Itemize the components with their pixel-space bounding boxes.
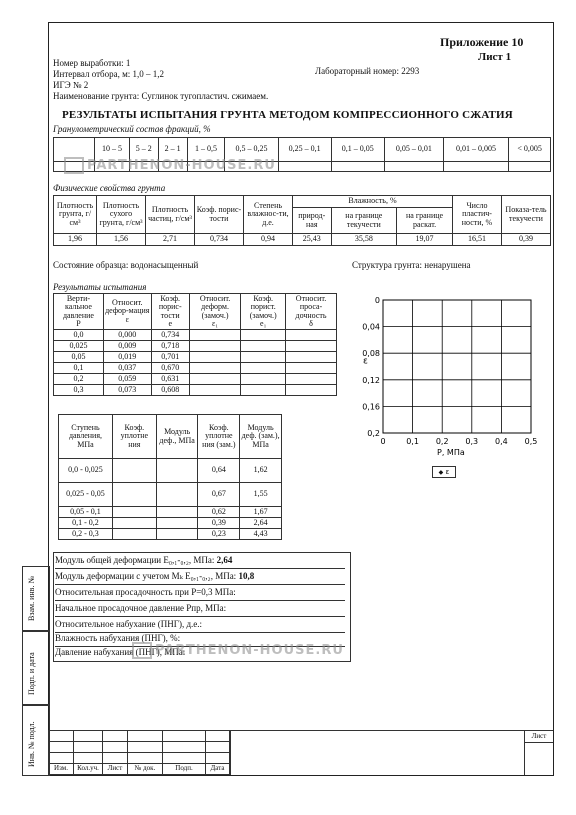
chart-y-tick: 0,12	[362, 375, 380, 385]
physical-header: Коэф. порис-тости	[195, 196, 244, 234]
table-row: 0,1 - 0,2 0,39 2,64	[59, 518, 282, 529]
summary-row: Влажность набухания (ПНГ), %:	[55, 630, 345, 647]
moisture-sub-header: на границе текучести	[331, 208, 397, 234]
physical-value: 25,43	[293, 234, 332, 246]
appendix-label: Приложение 10	[440, 35, 524, 49]
physical-value: 0,94	[244, 234, 293, 246]
page-title: РЕЗУЛЬТАТЫ ИСПЫТАНИЯ ГРУНТА МЕТОДОМ КОМПРЕССИОННОГО СЖАТИЯ	[62, 109, 513, 121]
granulometry-header: 0,01 – 0,005	[443, 138, 508, 162]
table-row: 0,1 0,037 0,670	[54, 363, 337, 374]
info-line: Интервал отбора, м: 1,0 – 1,2	[53, 69, 165, 79]
granulometry-header: < 0,005	[509, 138, 551, 162]
physical-value: 19,07	[397, 234, 453, 246]
soil-structure: Структура грунта: ненарушена	[352, 260, 471, 270]
title-block-main	[230, 730, 525, 775]
table-row: 0,3 0,073 0,608	[54, 385, 337, 396]
chart-y-tick: 0	[374, 296, 380, 305]
physical-value: 2,71	[146, 234, 195, 246]
sheet-label: Лист 1	[478, 51, 512, 63]
granulometry-header: 10 – 5	[95, 138, 130, 162]
table-row: 0,0 - 0,025 0,64 1,62	[59, 459, 282, 483]
chart-y-tick: 0,2	[367, 429, 380, 438]
chart-x-tick: 0	[380, 437, 386, 446]
results-header: Коэф. порис-тости e	[151, 294, 189, 330]
summary-row: Модуль деформации с учетом Mₖ E₀,₁-₀,₂, МПа: 10,8	[55, 568, 345, 585]
summary-row: Давление набухания (ПНГ), МПа:	[55, 647, 186, 657]
physical-value: 0,734	[195, 234, 244, 246]
stamp-label: Лист	[103, 764, 128, 775]
physical-header: Плотность частиц, г/см³	[146, 196, 195, 234]
granulometry-header: 2 – 1	[158, 138, 187, 162]
physical-header: Плотность сухого грунта, г/см³	[97, 196, 146, 234]
granulometry-header: 5 – 2	[129, 138, 158, 162]
physical-heading: Физические свойства грунта	[53, 183, 166, 193]
physical-value: 0,39	[502, 234, 551, 246]
stamp-label: Кол.уч.	[74, 764, 103, 775]
results-header: Верти-кальное давление P	[54, 294, 104, 330]
table-row: 0,2 0,059 0,631	[54, 374, 337, 385]
table-row: 0,2 - 0,3 0,23 4,43	[59, 529, 282, 540]
watermark: PARTHENON-HOUSE.RU	[64, 157, 276, 174]
summary-row: Относительное набухание (ПНГ), д.е.:	[55, 616, 345, 633]
modulus-header: Коэф. уплотне ния (зам.)	[198, 415, 240, 459]
results-header: Относит. проса-дочность δ	[286, 294, 337, 330]
chart-legend: ◆ ε	[432, 466, 456, 478]
compression-chart	[355, 290, 545, 470]
chart-x-tick: 0,1	[406, 437, 419, 446]
results-header: Коэф. порист. (замоч.) e₁	[241, 294, 286, 330]
moisture-sub-header: на границе раскат.	[397, 208, 453, 234]
info-line: ИГЭ № 2	[53, 80, 89, 90]
physical-table	[53, 195, 551, 246]
side-stamp-replacement: Взам. инв. №	[22, 566, 50, 632]
side-stamp-inventory: Инв. № подл.	[22, 704, 50, 776]
granulometry-header: 0,05 – 0,01	[384, 138, 443, 162]
stamp-label: № док.	[128, 764, 163, 775]
moisture-sub-header: природ-ная	[293, 208, 332, 234]
granulometry-header: 1 – 0,5	[187, 138, 225, 162]
chart-x-label: P, МПа	[437, 448, 465, 457]
chart-y-tick: 0,04	[362, 322, 380, 332]
granulometry-header: 0,25 – 0,1	[278, 138, 331, 162]
chart-x-tick: 0,2	[435, 437, 449, 446]
physical-header-moisture: Влажность, %	[293, 196, 453, 208]
modulus-table	[58, 414, 282, 540]
table-row: 0,025 0,009 0,718	[54, 341, 337, 352]
modulus-header: Модуль деф. (зам.), МПа	[240, 415, 282, 459]
physical-header: Плотность грунта, г/см³	[54, 196, 97, 234]
watermark: PARTHENON-HOUSE.RU	[132, 642, 344, 659]
physical-header: Число пластич-ности, %	[453, 196, 502, 234]
chart-x-tick: 0,4	[495, 437, 508, 446]
physical-value: 35,58	[331, 234, 397, 246]
summary-row: Начальное просадочное давление Pпр, МПа:	[55, 600, 345, 617]
modulus-header: Модуль деф., МПа	[156, 415, 198, 459]
side-stamp-signature: Подп. и дата	[22, 630, 50, 706]
physical-header: Показа-тель текучести	[502, 196, 551, 234]
chart-y-tick: 0,08	[362, 349, 380, 359]
results-heading: Результаты испытания	[53, 282, 147, 292]
stamp-label: Дата	[206, 764, 230, 775]
granulometry-header: 0,1 – 0,05	[331, 138, 384, 162]
chart-plot-area	[383, 300, 531, 433]
physical-value: 16,51	[453, 234, 502, 246]
table-row: 0,05 - 0,1 0,62 1,67	[59, 507, 282, 518]
chart-x-tick: 0,3	[465, 437, 479, 446]
results-header: Относит. дефор-мация ε	[103, 294, 151, 330]
granulometry-header: 0,5 – 0,25	[225, 138, 278, 162]
modulus-header: Ступень давления, МПа	[59, 415, 113, 459]
chart-y-label: ε	[363, 356, 368, 367]
lab-number: Лабораторный номер: 2293	[315, 66, 420, 76]
info-line: Наименование грунта: Суглинок тугопластич. сжимаем.	[53, 91, 269, 101]
granulometry-heading: Гранулометрический состав фракций, %	[53, 124, 211, 134]
stamp-label: Изм.	[49, 764, 74, 775]
physical-header: Степень влажнос-ти, д.е.	[244, 196, 293, 234]
title-block	[48, 730, 230, 775]
modulus-header: Коэф. уплотне ния	[112, 415, 156, 459]
title-block-sheet: Лист	[524, 730, 553, 775]
table-row: 0,0 0,000 0,734	[54, 330, 337, 341]
sample-state: Состояние образца: водонасыщенный	[53, 260, 199, 270]
summary-row: Относительная просадочность при P=0,3 МПа:	[55, 584, 345, 601]
info-line: Номер выработки: 1	[53, 58, 131, 68]
stamp-label: Подп.	[163, 764, 206, 775]
table-row: 0,025 - 0,05 0,67 1,55	[59, 483, 282, 507]
chart-x-tick: 0,5	[524, 437, 538, 446]
chart-y-tick: 0,16	[362, 402, 380, 412]
results-header: Относит. деформ. (замоч.) ε₁	[189, 294, 240, 330]
physical-value: 1,56	[97, 234, 146, 246]
table-row: 0,05 0,019 0,701	[54, 352, 337, 363]
summary-row: Модуль общей деформации E₀,₁-₀,₂, МПа: 2,64	[55, 552, 345, 569]
physical-value: 1,96	[54, 234, 97, 246]
results-table	[53, 293, 337, 396]
